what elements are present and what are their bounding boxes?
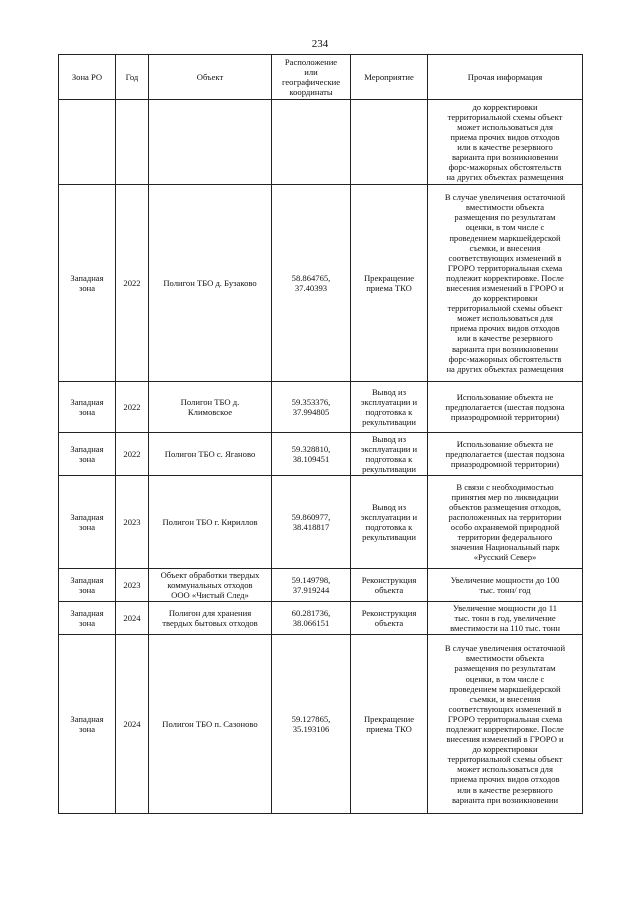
cell-object: Полигон ТБО д. Климовское — [149, 382, 272, 433]
cell-measure: Реконструкция объекта — [351, 569, 428, 602]
cell-coordinates: 59.860977, 38.418817 — [272, 476, 351, 569]
table-row — [59, 476, 583, 569]
cell-year: 2022 — [116, 382, 149, 433]
cell-year: 2023 — [116, 476, 149, 569]
cell-zone: Западная зона — [59, 476, 116, 569]
header-zone: Зона РО — [59, 55, 116, 100]
cell-coordinates: 60.281736, 38.066151 — [272, 602, 351, 635]
cell-other-info: Использование объекта не предполагается (шестая подзона приаэродромной территории) — [428, 382, 583, 433]
cell-measure: Прекращение приема ТКО — [351, 635, 428, 814]
cell-object: Полигон для хранения твердых бытовых отходов — [149, 602, 272, 635]
cell-coordinates: 58.864765, 37.40393 — [272, 185, 351, 382]
cell-measure: Реконструкция объекта — [351, 602, 428, 635]
cell-measure: Вывод из эксплуатации и подготовка к рекультивации — [351, 476, 428, 569]
header-year: Год — [116, 55, 149, 100]
cell-year — [116, 100, 149, 185]
cell-zone: Западная зона — [59, 382, 116, 433]
cell-other-info: Увеличение мощности до 100 тыс. тонн/ год — [428, 569, 583, 602]
table-row — [59, 569, 583, 602]
cell-coordinates: 59.328810, 38.109451 — [272, 433, 351, 476]
cell-other-info: В случае увеличения остаточной вместимости объекта размещения по результатам оценки, в том числе с проведением маркшейдерской съемки, и внесения соответствующих изменений в ГРОРО территориальная схема подлежит корректировке. После внесения изменений в ГРОРО и до корректировки территориальной схемы объект может использоваться для приема прочих видов отходов или в качестве резервного варианта при возникновении — [428, 635, 583, 814]
cell-zone: Западная зона — [59, 185, 116, 382]
cell-measure: Вывод из эксплуатации и подготовка к рекультивации — [351, 382, 428, 433]
header-coordinates: Расположение или географические координаты — [272, 55, 351, 100]
cell-object: Полигон ТБО г. Кириллов — [149, 476, 272, 569]
cell-year: 2024 — [116, 602, 149, 635]
cell-object: Объект обработки твердых коммунальных отходов ООО «Чистый След» — [149, 569, 272, 602]
cell-measure: Вывод из эксплуатации и подготовка к рекультивации — [351, 433, 428, 476]
cell-measure: Прекращение приема ТКО — [351, 185, 428, 382]
cell-zone — [59, 100, 116, 185]
cell-other-info: Использование объекта не предполагается (шестая подзона приаэродромной территории) — [428, 433, 583, 476]
cell-coordinates: 59.149798, 37.919244 — [272, 569, 351, 602]
header-other-info: Прочая информация — [428, 55, 583, 100]
cell-year: 2023 — [116, 569, 149, 602]
cell-year: 2024 — [116, 635, 149, 814]
cell-object: Полигон ТБО с. Яганово — [149, 433, 272, 476]
cell-zone: Западная зона — [59, 635, 116, 814]
table-row — [59, 602, 583, 635]
table-row — [59, 185, 583, 382]
cell-year: 2022 — [116, 185, 149, 382]
header-object: Объект — [149, 55, 272, 100]
cell-coordinates: 59.127865, 35.193106 — [272, 635, 351, 814]
cell-year: 2022 — [116, 433, 149, 476]
cell-object: Полигон ТБО д. Бузаково — [149, 185, 272, 382]
cell-other-info: Увеличение мощности до 11 тыс. тонн в год, увеличение вместимости на 110 тыс. тонн — [428, 602, 583, 635]
cell-object: Полигон ТБО п. Сазоново — [149, 635, 272, 814]
table-row — [59, 100, 583, 185]
page-number: 234 — [311, 38, 329, 50]
cell-zone: Западная зона — [59, 602, 116, 635]
cell-measure — [351, 100, 428, 185]
cell-other-info: В случае увеличения остаточной вместимости объекта размещения по результатам оценки, в том числе с проведением маркшейдерской съемки, и внесения соответствующих изменений в ГРОРО территориальная схема подлежит корректировке. После внесения изменений в ГРОРО и до корректировки территориальной схемы объект может использоваться для приема прочих видов отходов или в качестве резервного варианта при возникновении форс-мажорных обстоятельств на других объектах размещения — [428, 185, 583, 382]
table-header-row — [59, 55, 583, 100]
cell-coordinates: 59.353376, 37.994805 — [272, 382, 351, 433]
cell-zone: Западная зона — [59, 433, 116, 476]
table-row — [59, 433, 583, 476]
cell-object — [149, 100, 272, 185]
table-row — [59, 382, 583, 433]
waste-facilities-table — [58, 54, 583, 814]
cell-coordinates — [272, 100, 351, 185]
cell-other-info: до корректировки территориальной схемы объект может использоваться для приема прочих видов отходов или в качестве резервного варианта при возникновении форс-мажорных обстоятельств на других объектах размещения — [428, 100, 583, 185]
cell-other-info: В связи с необходимостью принятия мер по ликвидации объектов размещения отходов, расположенных на территории особо охраняемой природной территории федерального значения Национальный парк «Русский Север» — [428, 476, 583, 569]
cell-zone: Западная зона — [59, 569, 116, 602]
header-measure: Мероприятие — [351, 55, 428, 100]
table-row — [59, 635, 583, 814]
